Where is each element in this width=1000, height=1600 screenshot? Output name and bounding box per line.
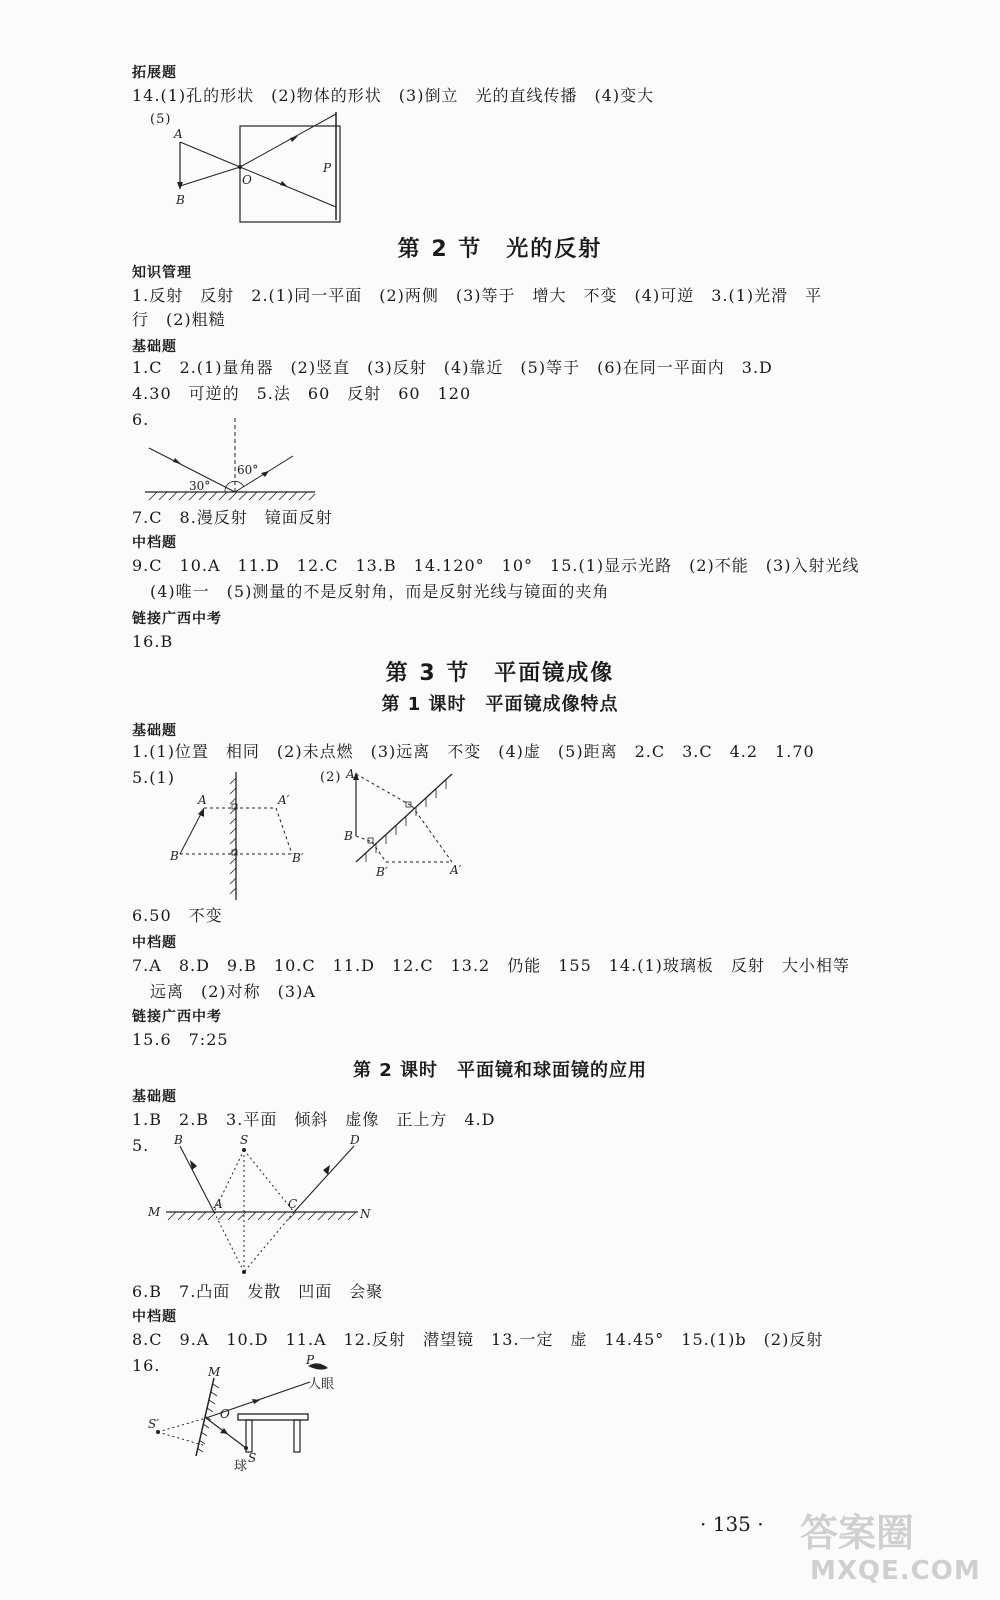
- section-heading: 链接广西中考: [132, 1009, 222, 1025]
- label-B: B: [344, 829, 353, 843]
- answer-line: 16.B: [132, 632, 174, 651]
- answer-line: 1.反射 反射 2.(1)同一平面 (2)两侧 (3)等于 增大 不变 (4)可逆 3.(1)光滑 平: [132, 286, 823, 305]
- section-heading: 基础题: [132, 1089, 177, 1105]
- label-B: B: [174, 1133, 183, 1147]
- label-A: A: [174, 127, 183, 141]
- label-A: A: [214, 1197, 223, 1211]
- answer-line: 15.6 7:25: [132, 1030, 229, 1049]
- pinhole-diagram: [170, 112, 350, 222]
- answer-line: 5.: [132, 1136, 150, 1155]
- label-P: P: [323, 161, 332, 175]
- label-A-prime: A′: [450, 863, 462, 877]
- label-B-prime: B′: [376, 865, 388, 879]
- label-M: M: [148, 1205, 161, 1219]
- section-heading: 链接广西中考: [132, 611, 222, 627]
- section-title: 第 3 节 平面镜成像: [385, 661, 615, 686]
- lesson-title: 第 2 课时 平面镜和球面镜的应用: [352, 1060, 648, 1081]
- label-60deg: 60°: [237, 463, 259, 477]
- label-P: P: [306, 1353, 315, 1367]
- answer-line: 6.B 7.凸面 发散 凹面 会聚: [132, 1282, 384, 1301]
- label-B-prime: B′: [292, 851, 304, 865]
- answer-line: 1.C 2.(1)量角器 (2)竖直 (3)反射 (4)靠近 (5)等于 (6)在同一平面内 3.D: [132, 358, 773, 377]
- label-C: C: [288, 1197, 298, 1211]
- label-S: S: [248, 1451, 257, 1465]
- section-heading: 中档题: [132, 1309, 177, 1325]
- answer-line: 6.50 不变: [132, 906, 223, 925]
- section-heading: 知识管理: [132, 265, 192, 281]
- ball-mirror-diagram: [148, 1353, 338, 1476]
- answer-line: 行 (2)粗糙: [132, 310, 226, 329]
- section-title: 第 2 节 光的反射: [397, 237, 603, 262]
- answer-line: 8.C 9.A 10.D 11.A 12.反射 潜望镜 13.一定 虚 14.45° 15.(1)b (2)反射: [132, 1330, 824, 1349]
- page-number: · 135 ·: [700, 1512, 764, 1536]
- section-heading: 中档题: [132, 935, 177, 951]
- answer-line: 1.(1)位置 相同 (2)未点燃 (3)远离 不变 (4)虚 (5)距离 2.C 3.C 4.2 1.70: [132, 742, 815, 761]
- section-heading: 中档题: [132, 535, 177, 551]
- answer-line: 7.C 8.漫反射 镜面反射: [132, 508, 333, 527]
- label-A: A: [346, 767, 355, 781]
- reflection-diagram: [145, 418, 325, 508]
- label-M: M: [208, 1365, 221, 1379]
- label-eye: 人眼: [308, 1377, 335, 1392]
- label-N: N: [360, 1207, 371, 1221]
- watermark-url: MXQE.COM: [810, 1556, 981, 1586]
- answer-line: (4)唯一 (5)测量的不是反射角，而是反射光线与镜面的夹角: [150, 582, 610, 601]
- label-S-prime: S′: [148, 1417, 159, 1431]
- label-B: B: [170, 849, 179, 863]
- mirror-reflection-diagram: [146, 1132, 376, 1282]
- label-O: O: [242, 173, 252, 187]
- answer-line: 7.A 8.D 9.B 10.C 11.D 12.C 13.2 仍能 155 14.(1)玻璃板 反射 大小相等: [132, 956, 850, 975]
- answer-line: 5.(1): [132, 768, 175, 787]
- answer-line: (5): [150, 112, 172, 127]
- answer-line: 1.B 2.B 3.平面 倾斜 虚像 正上方 4.D: [132, 1110, 496, 1129]
- mirror-diagram-2: [342, 767, 472, 882]
- label-D: D: [350, 1133, 360, 1147]
- label-B: B: [176, 193, 185, 207]
- label-O: O: [220, 1407, 230, 1421]
- label-A: A: [198, 793, 207, 807]
- lesson-title: 第 1 课时 平面镜成像特点: [381, 694, 619, 715]
- watermark-logo: 答案圈: [800, 1511, 915, 1555]
- answer-line: 6.: [132, 410, 150, 429]
- mirror-diagram-1: [166, 772, 316, 902]
- answer-line: 9.C 10.A 11.D 12.C 13.B 14.120° 10° 15.(1)显示光路 (2)不能 (3)入射光线: [132, 556, 860, 575]
- answer-line: 远离 (2)对称 (3)A: [150, 982, 316, 1001]
- label-ball: 球: [234, 1459, 248, 1474]
- section-heading: 基础题: [132, 339, 177, 355]
- answer-line: 16.: [132, 1356, 161, 1375]
- label-S: S: [240, 1133, 249, 1147]
- label-30deg: 30°: [189, 479, 211, 493]
- section-heading: 基础题: [132, 723, 177, 739]
- section-heading: 拓展题: [132, 65, 177, 81]
- label-A-prime: A′: [278, 793, 290, 807]
- answer-line: 4.30 可逆的 5.法 60 反射 60 120: [132, 384, 472, 403]
- answer-line: 14.(1)孔的形状 (2)物体的形状 (3)倒立 光的直线传播 (4)变大: [132, 86, 655, 105]
- answer-line: (2): [320, 770, 342, 785]
